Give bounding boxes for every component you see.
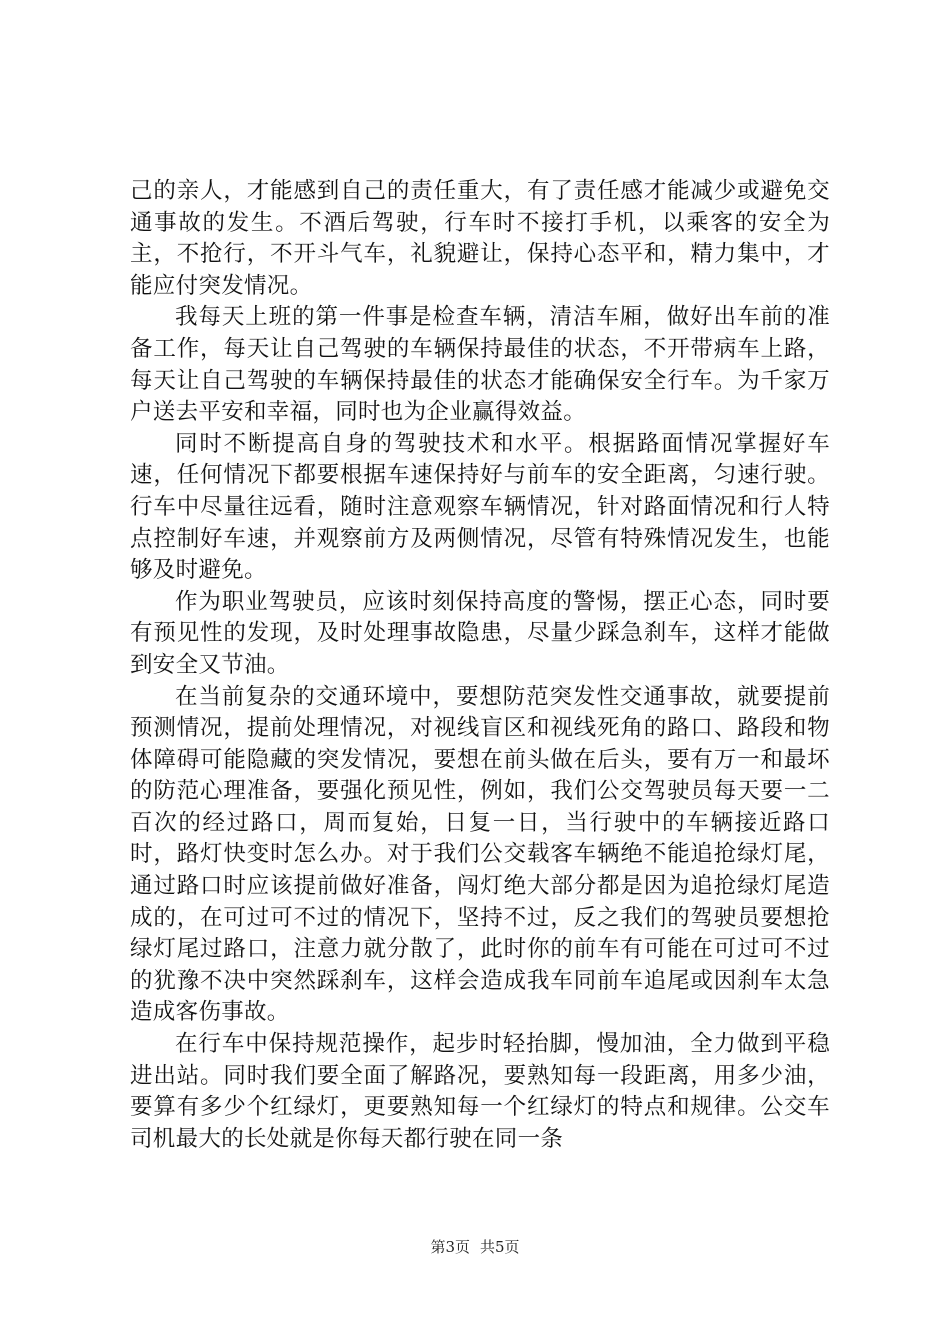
paragraph-4: 作为职业驾驶员，应该时刻保持高度的警惕，摆正心态，同时要有预见性的发现，及时处理事故隐患，尽量少踩急刹车，这样才能做到安全又节油。 <box>130 588 830 678</box>
page-number: 第3页 <box>430 1238 470 1256</box>
paragraph-1: 己的亲人，才能感到自己的责任重大，有了责任感才能减少或避免交通事故的发生。不酒后驾驶，行车时不接打手机，以乘客的安全为主，不抢行，不开斗气车，礼貌避让，保持心态平和，精力集中，才能应付突发情况。 <box>130 178 830 299</box>
paragraph-6: 在行车中保持规范操作，起步时轻抬脚，慢加油，全力做到平稳进出站。同时我们要全面了解路况，要熟知每一段距离，用多少油，要算有多少个红绿灯，更要熟知每一个红绿灯的特点和规律。公交车司机最大的长处就是你每天都行驶在同一条 <box>130 1031 830 1152</box>
page-total: 共5页 <box>480 1238 520 1256</box>
paragraph-2: 我每天上班的第一件事是检查车辆，清洁车厢，做好出车前的准备工作，每天让自己驾驶的车辆保持最佳的状态，不开带病车上路，每天让自己驾驶的车辆保持最佳的状态才能确保安全行车。为千家万户送去平安和幸福，同时也为企业赢得效益。 <box>130 304 830 426</box>
paragraph-5: 在当前复杂的交通环境中，要想防范突发性交通事故，就要提前预测情况，提前处理情况，对视线盲区和视线死角的路口、路段和物体障碍可能隐藏的突发情况，要想在前头做在后头，要有万一和最坏的防范心理准备，要强化预见性，例如，我们公交驾驶员每天要一二百次的经过路口，周而复始，日复一日，当行驶中的车辆接近路口时，路灯快变时怎么办。对于我们公交载客车辆绝不能追抢绿灯尾，通过路口时应该提前做好准备，闯灯绝大部分都是因为追抢绿灯尾造成的，在可过可不过的情况下，坚持不过，反之我们的驾驶员要想抢绿灯尾过路口，注意力就分散了，此时你的前车有可能在可过可不过的犹豫不决中突然踩刹车，这样会造成我车同前车追尾或因刹车太急造成客伤事故。 <box>130 683 830 1026</box>
document-body <box>130 176 830 1155</box>
paragraph-3: 同时不断提高自身的驾驶技术和水平。根据路面情况掌握好车速，任何情况下都要根据车速保持好与前车的安全距离，匀速行驶。行车中尽量往远看，随时注意观察车辆情况，针对路面情况和行人特点控制好车速，并观察前方及两侧情况，尽管有特殊情况发生，也能够及时避免。 <box>130 430 830 584</box>
page-footer <box>0 1237 950 1257</box>
